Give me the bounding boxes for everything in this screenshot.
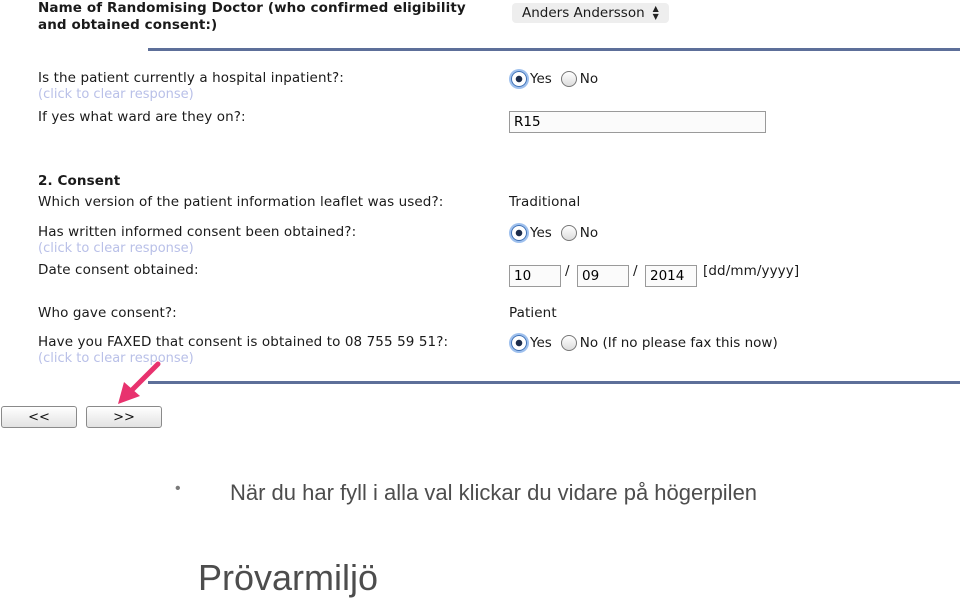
fax-yes-radio[interactable] bbox=[511, 335, 527, 351]
fax-clear-link[interactable]: (click to clear response) bbox=[38, 351, 194, 366]
back-button[interactable]: << bbox=[1, 406, 77, 428]
consent-heading: 2. Consent bbox=[38, 173, 121, 189]
bullet-marker: • bbox=[175, 480, 181, 497]
fax-no-label: No (If no please fax this now) bbox=[579, 335, 778, 351]
next-button[interactable]: >> bbox=[86, 406, 162, 428]
written-consent-no-label: No bbox=[579, 225, 599, 241]
fax-no-radio[interactable] bbox=[561, 335, 577, 351]
fax-yes-label: Yes bbox=[530, 335, 552, 351]
who-gave-consent-value: Patient bbox=[509, 305, 557, 321]
date-separator-2: / bbox=[633, 263, 638, 279]
written-consent-yes-radio[interactable] bbox=[511, 225, 527, 241]
footer-title: Prövarmiljö bbox=[198, 557, 379, 598]
consent-date-day-input[interactable] bbox=[509, 265, 561, 287]
written-consent-radio-group bbox=[511, 225, 607, 241]
ward-question: If yes what ward are they on?: bbox=[38, 109, 246, 125]
section-divider-top bbox=[148, 48, 960, 51]
inpatient-question: Is the patient currently a hospital inpatient?: bbox=[38, 70, 344, 86]
doctor-label-line1: Name of Randomising Doctor (who confirmed eligibility bbox=[38, 0, 466, 16]
doctor-select[interactable] bbox=[512, 3, 669, 23]
consent-date-question: Date consent obtained: bbox=[38, 262, 199, 278]
who-gave-consent-question: Who gave consent?: bbox=[38, 305, 177, 321]
inpatient-no-radio[interactable] bbox=[561, 71, 577, 87]
doctor-label-line2: and obtained consent:) bbox=[38, 17, 218, 33]
written-consent-no-radio[interactable] bbox=[561, 225, 577, 241]
fax-question: Have you FAXED that consent is obtained to 08 755 59 51?: bbox=[38, 334, 449, 350]
date-separator-1: / bbox=[565, 263, 570, 279]
consent-date-month-input[interactable] bbox=[577, 265, 629, 287]
select-arrows-icon: ▲ ▼ bbox=[652, 4, 659, 21]
pink-arrow-icon bbox=[110, 358, 166, 408]
date-format-hint: [dd/mm/yyyy] bbox=[703, 263, 800, 279]
inpatient-clear-link[interactable]: (click to clear response) bbox=[38, 87, 194, 102]
ward-input[interactable] bbox=[509, 111, 766, 133]
doctor-select-value: Anders Andersson bbox=[522, 5, 645, 21]
inpatient-yes-radio[interactable] bbox=[511, 71, 527, 87]
doctor-label bbox=[38, 0, 466, 34]
written-consent-clear-link[interactable]: (click to clear response) bbox=[38, 241, 194, 256]
section-divider-bottom bbox=[148, 381, 960, 384]
leaflet-value: Traditional bbox=[509, 194, 581, 210]
inpatient-radio-group bbox=[511, 71, 607, 87]
leaflet-question: Which version of the patient information leaflet was used?: bbox=[38, 194, 444, 210]
fax-radio-group bbox=[511, 335, 787, 351]
written-consent-question: Has written informed consent been obtained?: bbox=[38, 224, 357, 240]
inpatient-no-label: No bbox=[579, 71, 599, 87]
consent-date-year-input[interactable] bbox=[645, 265, 697, 287]
written-consent-yes-label: Yes bbox=[530, 225, 552, 241]
instruction-text: När du har fyll i alla val klickar du vidare på högerpilen bbox=[230, 480, 758, 505]
inpatient-yes-label: Yes bbox=[530, 71, 552, 87]
